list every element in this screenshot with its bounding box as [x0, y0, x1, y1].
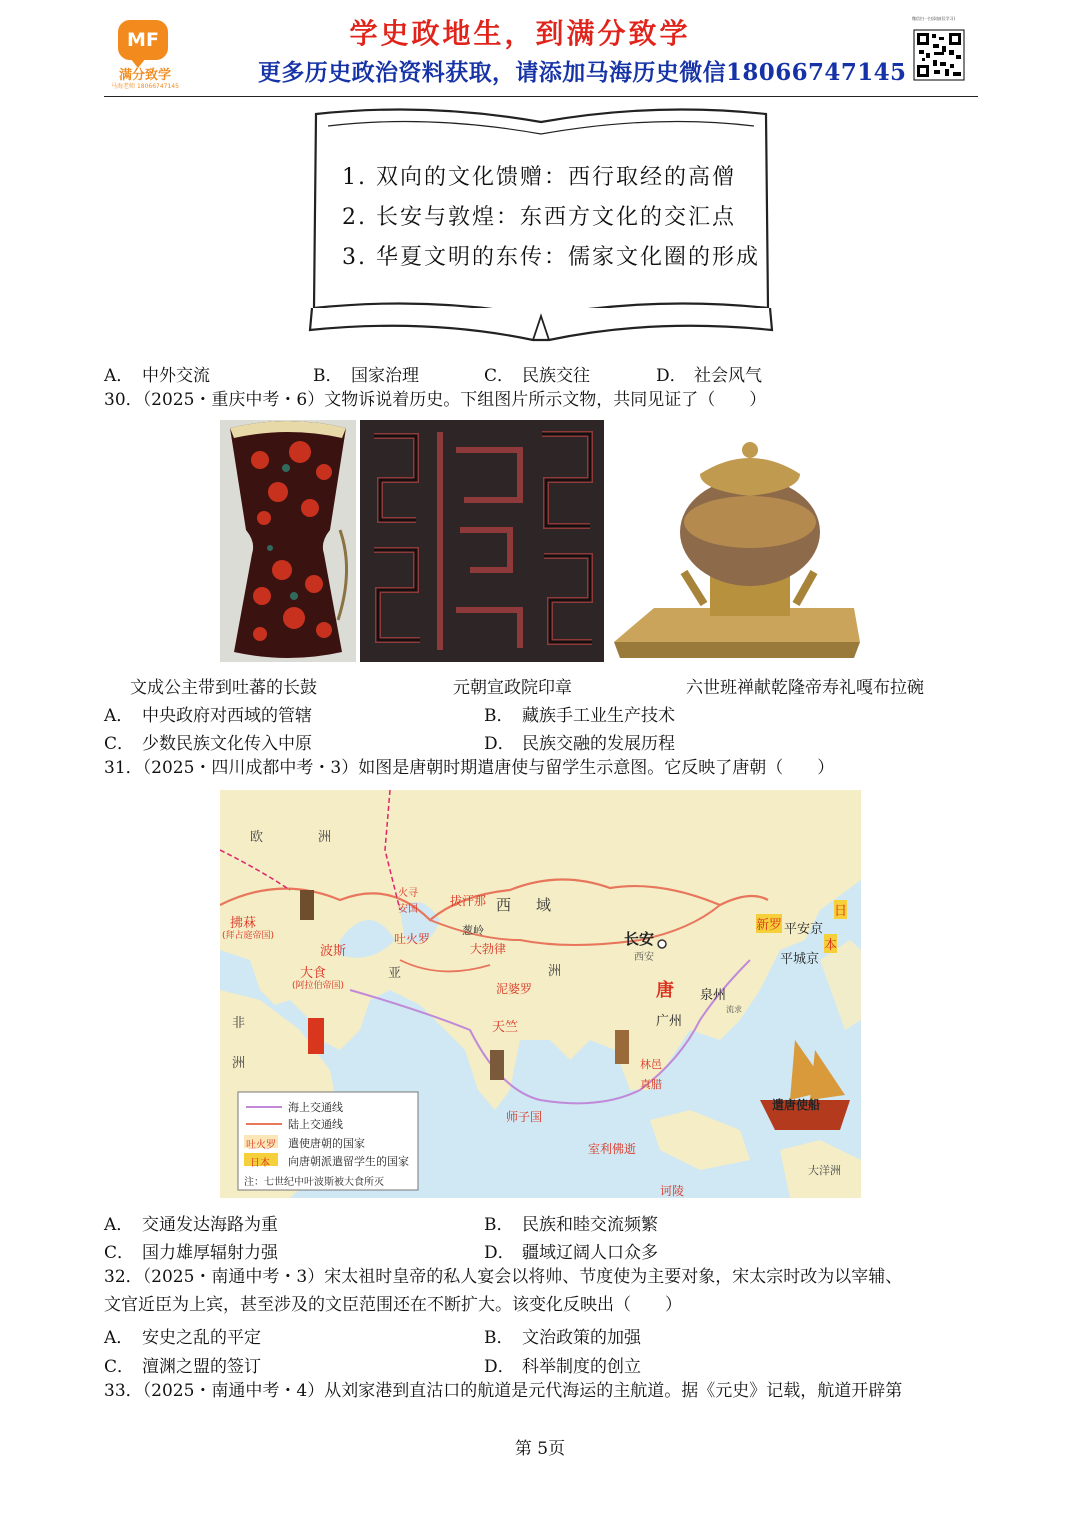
q31-option-a[interactable]: A． 交通发达海路为重 — [104, 1215, 278, 1235]
q32-stem-line1: 32．（2025・南通中考・3）宋太祖时皇帝的私人宴会以将帅、节度使为主要对象，宋太宗时改为以宰辅、 — [104, 1267, 903, 1287]
legend-sample-envoy: 吐火罗 — [246, 1140, 276, 1151]
q32-option-d[interactable]: D． 科举制度的创立 — [484, 1357, 641, 1377]
q30-option-a[interactable]: A． 中央政府对西域的管辖 — [104, 706, 312, 726]
map-label-linyi: 林邑 — [640, 1058, 662, 1071]
q29-option-a[interactable]: A． 中外交流 — [104, 366, 210, 386]
map-label-bolin-sub: (拜占庭帝国) — [222, 931, 275, 941]
header-divider — [104, 96, 978, 97]
map-label-tuhuoluo: 吐火罗 — [394, 932, 431, 946]
book-text — [342, 158, 760, 278]
qr-code — [912, 16, 966, 88]
map-label-guangzhou: 广州 — [656, 1014, 683, 1029]
map-label-dabolu: 大勃律 — [470, 942, 507, 956]
map-label-dayang: 大洋洲 — [808, 1164, 841, 1177]
legend-student-country: 向唐朝派遣留学生的国家 — [288, 1155, 409, 1168]
header-title: 学史政地生，到满分致学 — [349, 17, 691, 50]
map-label-africa: 非 — [232, 1016, 246, 1031]
q32-stem-line2: 文官近臣为上宾，甚至涉及的文臣范围还在不断扩大。该变化反映出（ ） — [104, 1295, 682, 1315]
map-label-huoxun: 火寻 — [398, 888, 418, 899]
book-line: 3. 华夏文明的东传：儒家文化圈的形成 — [342, 245, 760, 270]
q30-option-b[interactable]: B． 藏族手工业生产技术 — [484, 706, 675, 726]
map-label-shiziguo: 师子国 — [506, 1110, 543, 1124]
qr-code-icon — [912, 22, 966, 86]
map-label-anguo: 安国 — [398, 904, 418, 915]
map-label-congling: 葱岭 — [462, 924, 484, 937]
map-label-pingan: 平安京 — [784, 922, 824, 937]
q33-stem: 33．（2025・南通中考・4）从刘家港到直沽口的航道是元代海运的主航道。据《元史》记载，航道开辟第 — [104, 1381, 903, 1401]
book-line: 2. 长安与敦煌：东西方文化的交汇点 — [342, 205, 736, 230]
drum-caption: 文成公主带到吐蕃的长鼓 — [130, 678, 317, 698]
map-label-xian: 西安 — [634, 952, 654, 963]
q31-option-b[interactable]: B． 民族和睦交流频繁 — [484, 1215, 658, 1235]
map-label-bolin: 拂菻 — [230, 916, 257, 931]
map-label-dashi: 大食 — [300, 966, 327, 981]
map-label-bosi: 波斯 — [320, 944, 347, 959]
map-label-zhenla: 真腊 — [640, 1078, 662, 1091]
map-label-zhou: 洲 — [548, 964, 562, 979]
map-label-xiyu: 域 — [536, 896, 552, 914]
bowl-photo — [614, 422, 860, 662]
q29-option-d[interactable]: D． 社会风气 — [656, 366, 762, 386]
map-label-japan: 日 — [834, 900, 847, 919]
q29-option-b[interactable]: B． 国家治理 — [313, 366, 419, 386]
bowl-caption: 六世班禅献乾隆帝寿礼嘎布拉碗 — [686, 678, 924, 698]
map-label-pingcheng: 平城京 — [780, 952, 820, 967]
legend-sea-route: 海上交通线 — [288, 1101, 343, 1114]
logo-name: 满分致学 — [118, 68, 171, 83]
map-label-xiyu: 西 — [496, 896, 512, 914]
map-label-bahanna: 拔汗那 — [450, 894, 487, 908]
map-label-ship: 遣唐使船 — [772, 1098, 821, 1112]
q31-option-d[interactable]: D． 疆域辽阔人口众多 — [484, 1243, 658, 1263]
map-label-quanzhou: 泉州 — [700, 988, 727, 1003]
q31-option-c[interactable]: C． 国力雄厚辐射力强 — [104, 1243, 278, 1263]
page-number: 第 5页 — [514, 1439, 566, 1459]
legend-note: 注：七世纪中叶波斯被大食所灭 — [244, 1177, 384, 1188]
tang-envoy-map — [220, 790, 861, 1198]
map-label-europe: 欧 — [250, 830, 264, 845]
seal-caption: 元朝宣政院印章 — [453, 678, 572, 698]
map-label-dashi-sub: (阿拉伯帝国) — [292, 981, 345, 991]
q32-option-c[interactable]: C． 澶渊之盟的签订 — [104, 1357, 261, 1377]
drum-photo — [220, 420, 356, 662]
q29-option-c[interactable]: C． 民族交往 — [484, 366, 590, 386]
map-label-africa: 洲 — [232, 1056, 246, 1071]
logo-subtitle: 马海老师 18066747145 — [111, 83, 179, 90]
map-label-xinluo: 新罗 — [756, 914, 782, 933]
legend-sample-student: 日本 — [250, 1158, 270, 1169]
map-label-niboluo: 泥婆罗 — [496, 982, 533, 996]
q30-stem: 30．（2025・重庆中考・6）文物诉说着历史。下组图片所示文物，共同见证了（ ） — [104, 390, 767, 410]
legend-land-route: 陆上交通线 — [288, 1118, 343, 1131]
map-label-changan: 长安 — [624, 930, 655, 948]
q30-option-c[interactable]: C． 少数民族文化传入中原 — [104, 734, 312, 754]
map-label-tang: 唐 — [656, 980, 674, 1001]
map-label-tianzhu: 天竺 — [492, 1020, 519, 1035]
logo-mark: MF — [118, 20, 168, 60]
map-label-japan: 本 — [824, 934, 837, 953]
map-label-heling: 诃陵 — [660, 1184, 685, 1198]
q31-stem: 31．（2025・四川成都中考・3）如图是唐朝时期遣唐使与留学生示意图。它反映了唐朝（ ） — [104, 758, 835, 778]
q30-option-d[interactable]: D． 民族交融的发展历程 — [484, 734, 675, 754]
map-label-liuqiu: 流求 — [726, 1005, 742, 1014]
qr-note: 微信扫一扫添加(仅学习) — [912, 16, 956, 21]
legend-envoy-country: 遣使唐朝的国家 — [288, 1137, 365, 1150]
header-subtitle: 更多历史政治资料获取，请添加马海历史微信18066747145 — [258, 59, 907, 86]
map-label-ya: 亚 — [388, 966, 402, 981]
map-label-europe: 洲 — [318, 830, 332, 845]
q32-option-a[interactable]: A． 安史之乱的平定 — [104, 1328, 261, 1348]
map-label-shilifoshi: 室利佛逝 — [588, 1142, 637, 1156]
seal-photo — [360, 420, 604, 662]
book-line: 1. 双向的文化馈赠：西行取经的高僧 — [342, 165, 736, 190]
q32-option-b[interactable]: B． 文治政策的加强 — [484, 1328, 641, 1348]
